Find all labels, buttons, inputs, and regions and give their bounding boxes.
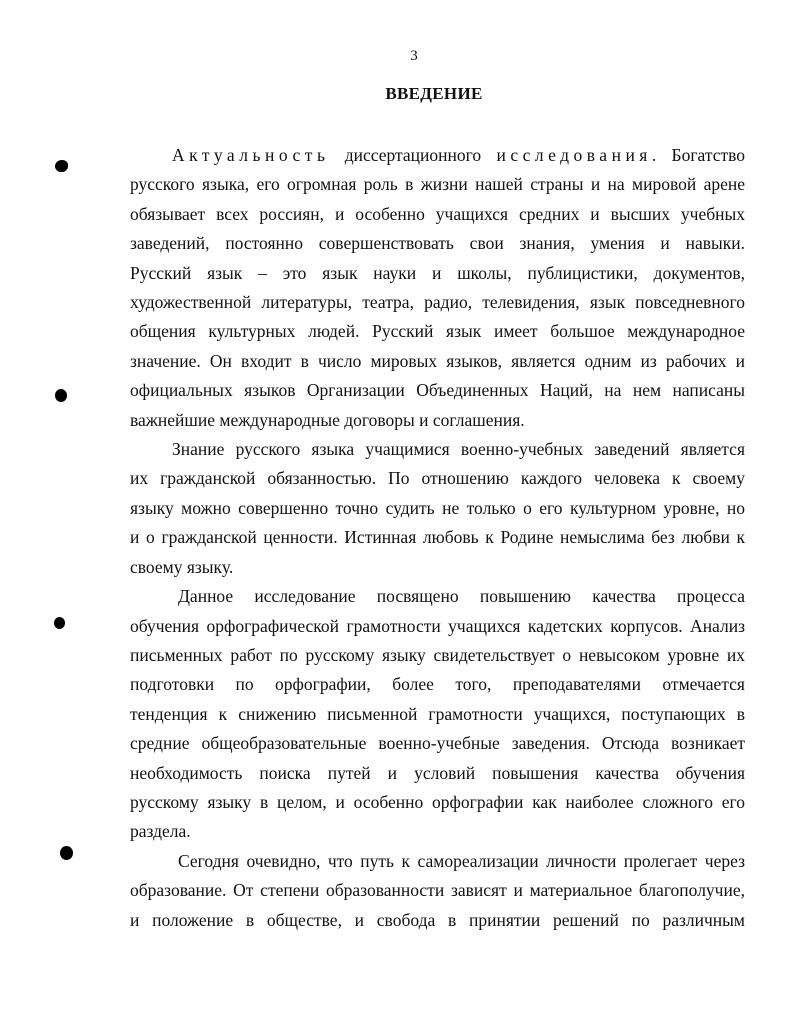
- paragraph-line: обязывает всех россиян, и особенно учащихся средних и высших учебных: [130, 203, 745, 224]
- paragraph-line: [130, 141, 745, 170]
- paragraph-line: художественной литературы, театра, радио, телевидения, язык повседневного: [130, 292, 745, 313]
- page-title: ВВЕДЕНИЕ: [385, 84, 483, 103]
- paragraph-relevance: [130, 141, 745, 435]
- paragraph-line: средние общеобразовательные военно-учебные заведения. Отсюда возникает: [130, 733, 745, 754]
- paragraph-line: раздела.: [130, 821, 191, 842]
- paragraph-line: русскому языку в целом, и особенно орфографии как наиболее сложного его: [130, 791, 745, 812]
- paragraph-line: Сегодня очевидно, что путь к самореализации личности пролегает через: [178, 850, 745, 871]
- paragraph-line: Данное исследование посвящено повышению качества процесса: [178, 586, 745, 607]
- paragraph-line: значение. Он входит в число мировых языков, является одним из рабочих и: [130, 350, 745, 371]
- line-fragment: диссертационного: [329, 145, 497, 165]
- paragraph-research: [130, 582, 745, 847]
- paragraph-line: важнейшие международные договоры и соглашения.: [130, 409, 525, 430]
- paragraph-line: и о гражданской ценности. Истинная любовь к Родине немыслима без любви к: [130, 527, 745, 548]
- margin-dot-mark: [54, 617, 65, 629]
- emphasis-term: Актуальность: [172, 145, 330, 165]
- paragraph-line: заведений, постоянно совершенствовать свои знания, умения и навыки.: [130, 233, 745, 254]
- paragraph-line: Знание русского языка учащимися военно-учебных заведений является: [172, 439, 745, 460]
- paragraph-line: Русский язык – это язык науки и школы, публицистики, документов,: [130, 262, 745, 283]
- paragraph-line: своему языку.: [130, 556, 234, 577]
- paragraph-line: и положение в обществе, и свобода в принятии решений по различным: [130, 909, 745, 930]
- paragraph-line: письменных работ по русскому языку свидетельствует о невысоком уровне их: [130, 644, 745, 665]
- paragraph-knowledge: [130, 435, 745, 582]
- page-number: 3: [410, 48, 418, 64]
- paragraph-line: русского языка, его огромная роль в жизни нашей страны и на мировой арене: [130, 174, 745, 195]
- paragraph-line: подготовки по орфографии, более того, преподавателями отмечается: [130, 674, 745, 695]
- paragraph-education: [130, 847, 745, 935]
- paragraph-line: тенденция к снижению письменной грамотности учащихся, поступающих в: [130, 703, 745, 724]
- margin-dot-mark: [55, 160, 68, 172]
- margin-dot-mark: [55, 389, 67, 402]
- body-text: [130, 141, 745, 935]
- margin-dot-mark: [60, 846, 73, 860]
- paragraph-line: официальных языков Организации Объединенных Наций, на нем написаны: [130, 380, 745, 401]
- emphasis-term: исследования: [496, 145, 652, 165]
- paragraph-line: обучения орфографической грамотности учащихся кадетских корпусов. Анализ: [130, 615, 745, 636]
- paragraph-line: языку можно совершенно точно судить не только о его культурном уровне, но: [130, 497, 745, 518]
- line-fragment: . Богатство: [651, 145, 746, 165]
- paragraph-line: их гражданской обязанностью. По отношению каждого человека к своему: [130, 468, 745, 489]
- paragraph-line: общения культурных людей. Русский язык имеет большое международное: [130, 321, 745, 342]
- paragraph-line: образование. От степени образованности зависят и материальное благополучие,: [130, 880, 745, 901]
- paragraph-line: необходимость поиска путей и условий повышения качества обучения: [130, 762, 745, 783]
